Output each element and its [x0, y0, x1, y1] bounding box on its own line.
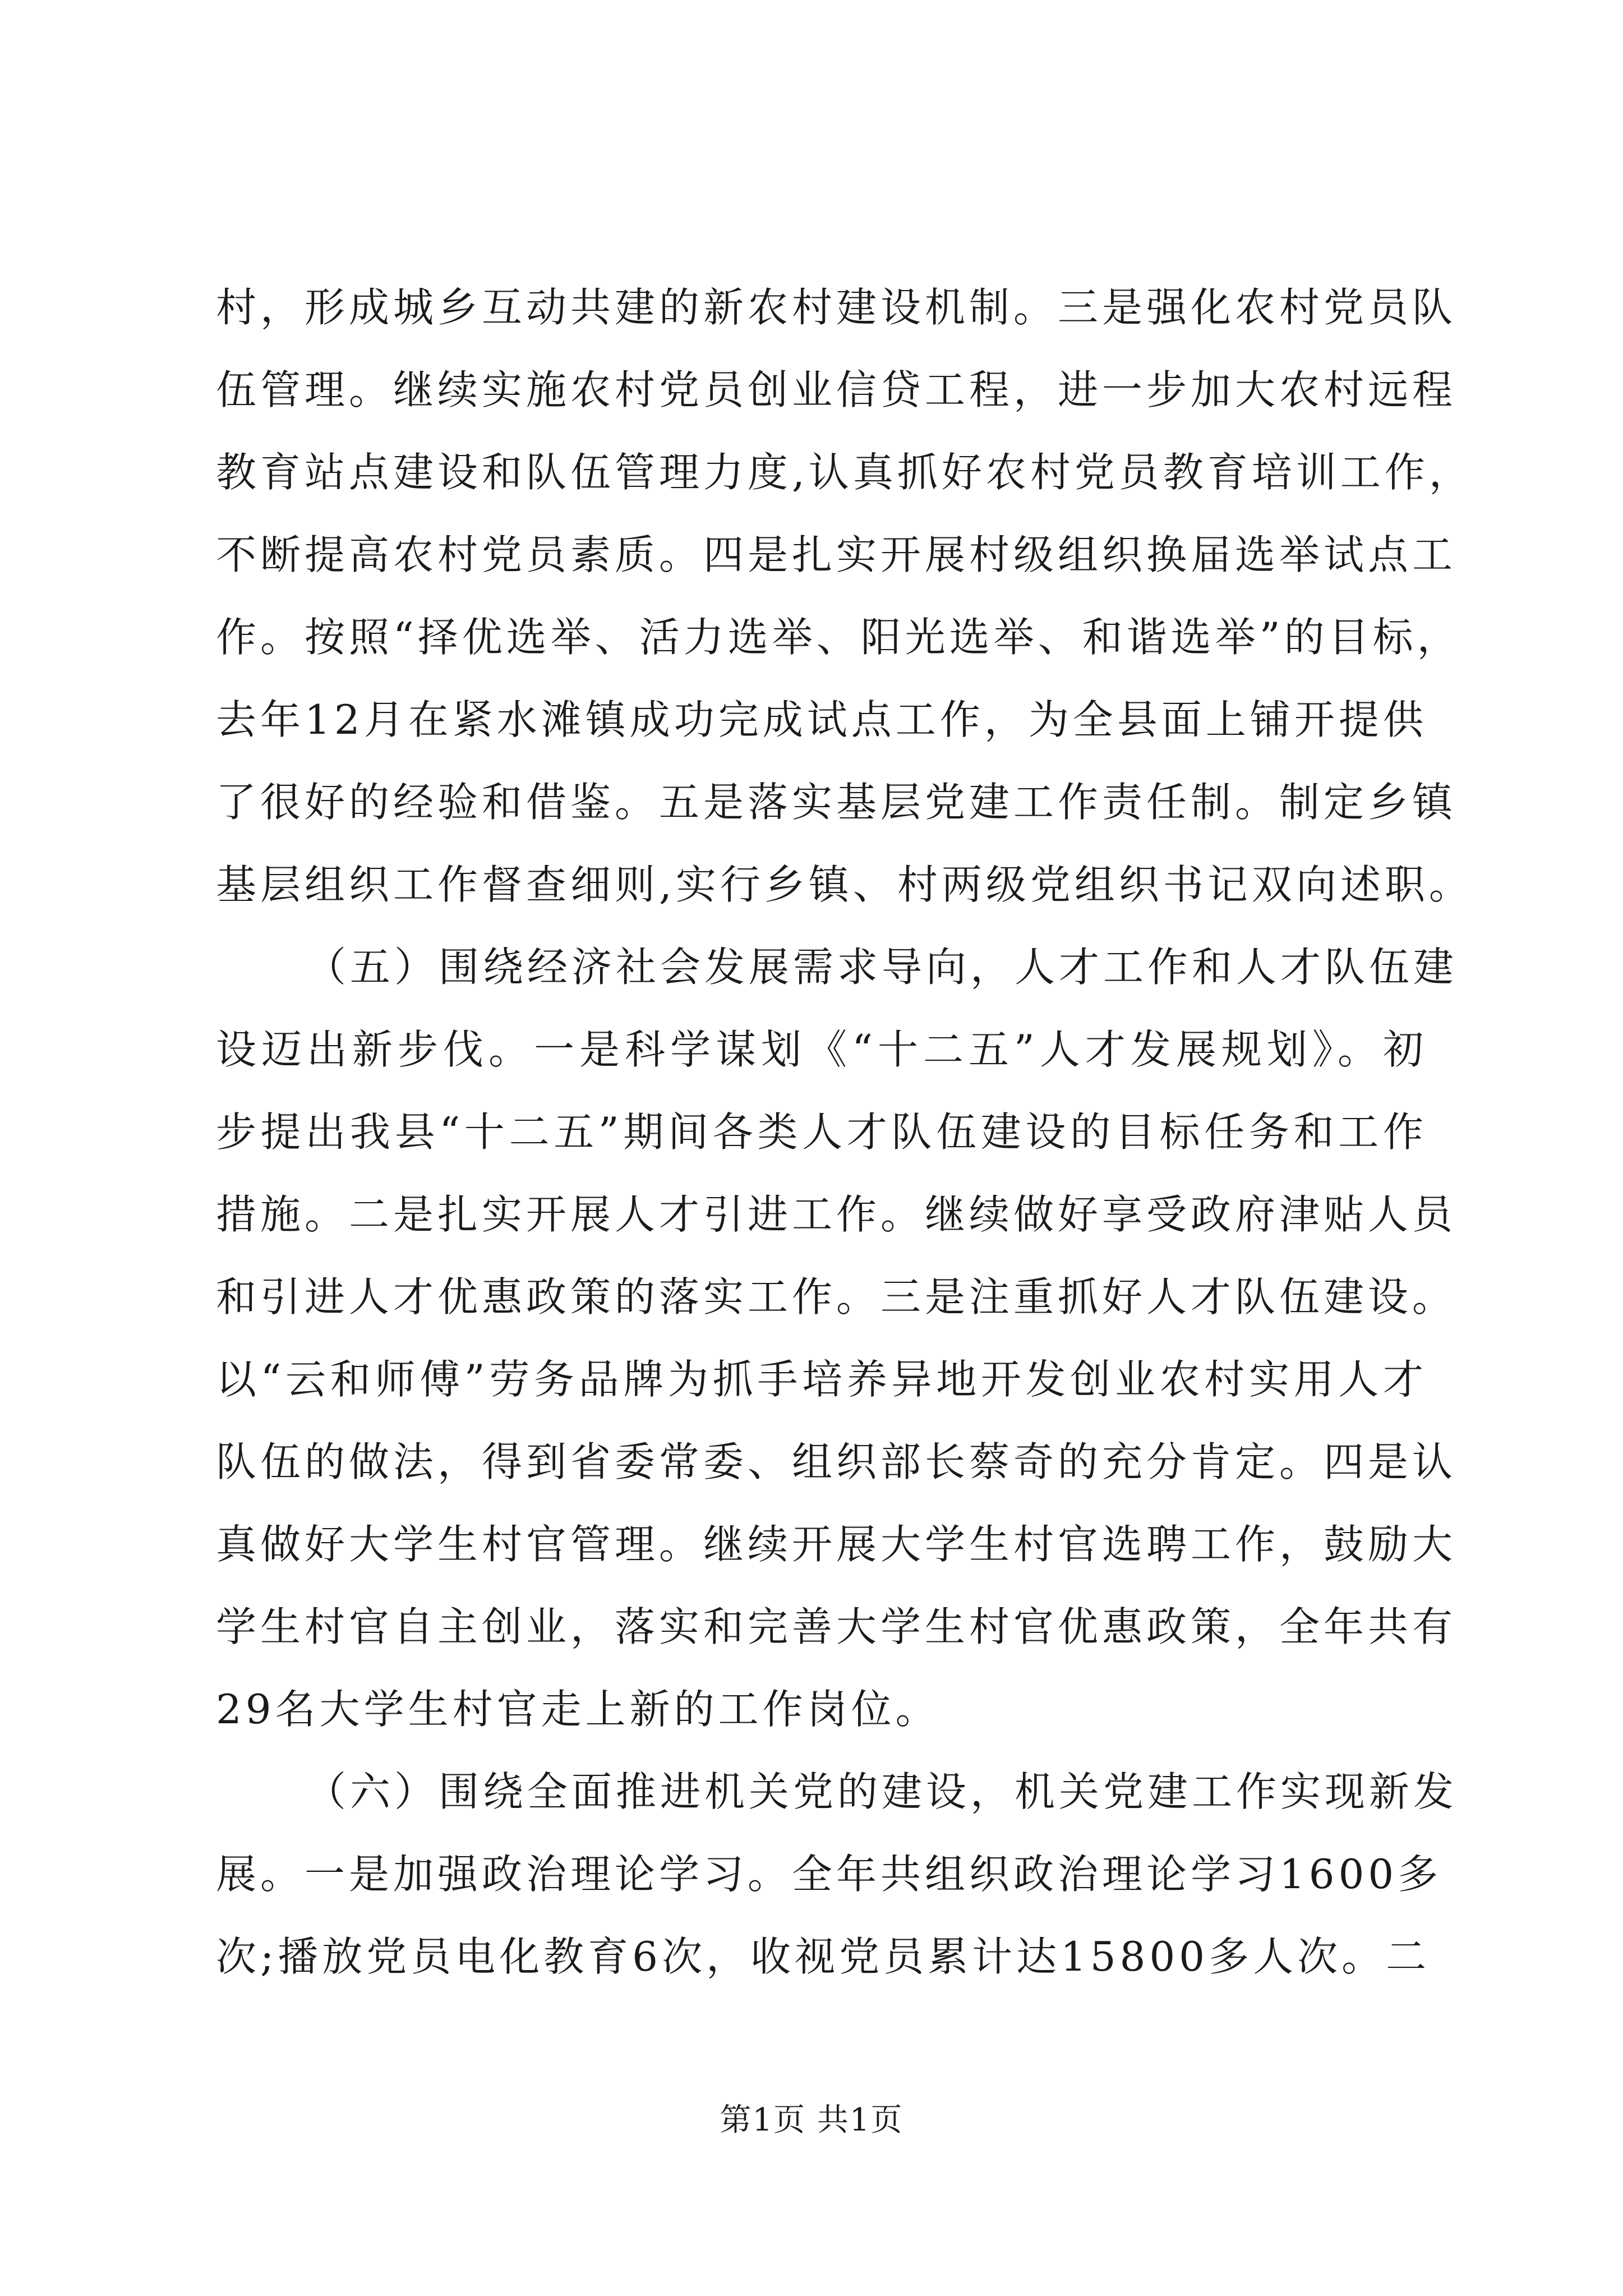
paragraph-start-line: （五）围绕经济社会发展需求导向，人才工作和人才队伍建: [306, 944, 1458, 991]
text-line: 教育站点建设和队伍管理力度,认真抓好农村党员教育培训工作，: [216, 449, 1473, 496]
page-footer: 第1页 共1页: [720, 2102, 903, 2138]
paragraph-start-line: （六）围绕全面推进机关党的建设，机关党建工作实现新发: [306, 1768, 1458, 1815]
text-line: 步提出我县“十二五”期间各类人才队伍建设的目标任务和工作: [216, 1108, 1427, 1156]
text-line: 伍管理。继续实施农村党员创业信贷工程，进一步加大农村远程: [216, 366, 1457, 413]
text-line: 基层组织工作督查细则,实行乡镇、村两级党组织书记双向述职。: [216, 861, 1473, 908]
body-text: [216, 266, 1473, 1998]
text-line: 去年12月在紧水滩镇成功完成试点工作，为全县面上铺开提供: [216, 696, 1427, 743]
paragraph-end-line: 29名大学生村官走上新的工作岗位。: [216, 1686, 940, 1733]
text-line: 和引进人才优惠政策的落实工作。三是注重抓好人才队伍建设。: [216, 1273, 1457, 1320]
text-line: 措施。二是扎实开展人才引进工作。继续做好享受政府津贴人员: [216, 1191, 1457, 1238]
text-line: 村，形成城乡互动共建的新农村建设机制。三是强化农村党员队: [216, 284, 1457, 331]
text-line: 设迈出新步伐。一是科学谋划《“十二五”人才发展规划》。初: [216, 1026, 1427, 1073]
text-line: 以“云和师傅”劳务品牌为抓手培养异地开发创业农村实用人才: [216, 1356, 1427, 1403]
text-line: 真做好大学生村官管理。继续开展大学生村官选聘工作，鼓励大: [216, 1521, 1457, 1568]
text-line: 不断提高农村党员素质。四是扎实开展村级组织换届选举试点工: [216, 531, 1457, 578]
text-line: 队伍的做法，得到省委常委、组织部长蔡奇的充分肯定。四是认: [216, 1438, 1457, 1485]
text-line: 展。一是加强政治理论学习。全年共组织政治理论学习1600多: [216, 1851, 1442, 1898]
text-line: 了很好的经验和借鉴。五是落实基层党建工作责任制。制定乡镇: [216, 779, 1457, 826]
text-line: 作。按照“择优选举、活力选举、阳光选举、和谐选举”的目标，: [216, 614, 1461, 661]
text-line: 学生村官自主创业，落实和完善大学生村官优惠政策，全年共有: [216, 1603, 1457, 1650]
text-line: 次;播放党员电化教育6次，收视党员累计达15800多人次。二: [216, 1933, 1431, 1980]
